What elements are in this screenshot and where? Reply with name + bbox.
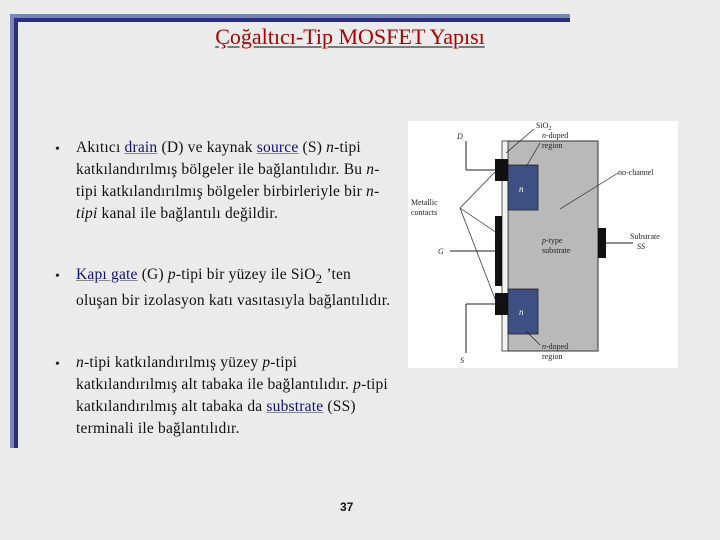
terminal-g-label: G [438,247,444,256]
bullet-segment: p [167,266,176,283]
ndoped-top-label-2: region [542,141,563,150]
region-n-bottom-label: n [519,307,524,317]
bullet-marker-2: • [55,269,60,284]
terminal-s-label: S [460,356,464,365]
metallic-label-2: contacts [411,208,438,217]
bullet-segment: p [262,354,271,371]
bullet-text-3 [76,352,391,440]
ndoped-bottom-label-1: n-doped [542,342,569,351]
bullet-text-2 [76,264,391,312]
bullet-segment: -tipi bir yüzey ile SiO [175,266,316,283]
metallic-label-1: Metallic [411,198,438,207]
ptype-label-2: substrate [542,246,571,255]
bullet-segment: (D) ve kaynak [157,139,257,156]
bullet-segment: (SS) terminali ile bağlantılıdır. [76,398,356,437]
bullet-segment: substrate [266,398,324,415]
bullet-segment: 2 [315,271,323,287]
mosfet-diagram [408,121,678,368]
bullet-segment: n [76,354,84,371]
bullet-segment: -tipi katkılandırılmış alt tabaka ile bağlantılıdır. [76,354,354,393]
bullet-segment: kanal ile bağlantılı değildir. [97,205,279,222]
bullet-segment: Akıtıcı [76,139,125,156]
substrate-label-2: SS [637,242,645,251]
bullet-segment: (S) [298,139,327,156]
ndoped-bottom-label-2: region [542,352,563,361]
gate-contact [495,216,502,286]
sio2-label: SiO$_2$ [536,121,552,132]
terminal-d-label: D [457,132,463,141]
ptype-label-1: p-type [542,236,563,245]
bullet-segment: -tipi katkılandırılmış alt tabaka da [76,376,388,415]
substrate-label-1: Substrate [630,232,660,241]
bullet-segment: Kapı gate [76,266,138,283]
bullet-segment: source [256,139,299,156]
bullet-segment: p [353,376,362,393]
bullet-marker-3: • [55,357,60,372]
slide-title: Çoğaltıcı-Tip MOSFET Yapısı [215,24,485,49]
bullet-segment: n [366,161,375,178]
bullet-segment: -tipi katkılandırılmış bölgeler birbirleriyle bir [76,161,380,200]
substrate-contact [598,228,606,258]
bullet-text-1 [76,137,391,225]
bullet-segment: -tipi katkılandırılmış yüzey [83,354,263,371]
bullet-segment: (G) [137,266,168,283]
bullet-segment: drain [124,139,158,156]
page-number: 37 [340,500,354,514]
region-n-top-label: n [519,184,524,194]
bullet-segment: n [326,139,335,156]
metallic-callout-3 [460,208,497,304]
bullet-segment: ’ten oluşan bir izolasyon katı vasıtasıyla bağlantılıdır. [76,266,391,310]
metallic-callout-2 [460,208,497,233]
bullet-marker-1: • [55,142,60,157]
bullet-segment: n-tipi [76,183,380,222]
no-channel-label: no-channel [618,168,654,177]
ndoped-top-label-1: n-doped [542,131,569,140]
bullet-segment: -tipi katkılandırılmış bölgeler ile bağlantılıdır. Bu [76,139,367,178]
mosfet-structure-figure [408,121,678,368]
metallic-callout-1 [460,170,497,208]
